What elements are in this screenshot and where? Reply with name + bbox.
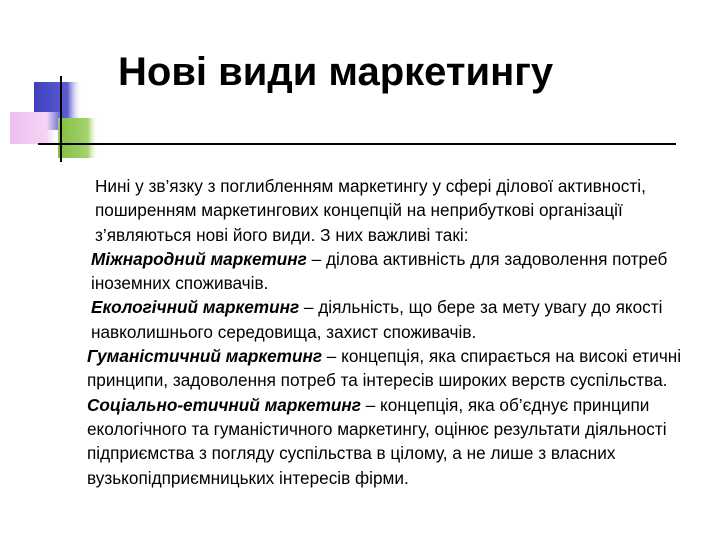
- item-international-marketing: [33, 247, 683, 296]
- item-humanistic-marketing: [33, 344, 683, 393]
- intro-paragraph: Нині у зв’язку з поглибленням маркетингу у сфері ділової активності, поширенням маркетингових концепцій на неприбуткові організації з’являються нові його види. З них важливі такі:: [95, 176, 646, 245]
- title-underline: [38, 143, 676, 145]
- term-definition: – ділова активність для задоволення потреб іноземних споживачів.: [91, 248, 668, 294]
- term-definition: – концепція, яка об’єднує принципи екологічного та гуманістичного маркетингу, оцінює результати діяльності підприємства з погляду суспільства в цілому, а не лише з власних вузькопідприємницьких інтересів фірми.: [87, 394, 667, 488]
- green-square: [58, 118, 98, 158]
- term-definition: – концепція, яка спирається на високі етичні принципи, задоволення потреб та інтересів широких верств суспільства.: [87, 346, 682, 391]
- term-definition: – діяльність, що бере за мету увагу до якості навколишнього середовища, захист споживачів.: [91, 297, 663, 342]
- page-title: Нові види маркетингу: [118, 50, 554, 94]
- pink-square: [10, 112, 62, 144]
- item-social-ethical-marketing: [33, 393, 683, 490]
- term-label: Соціально-етичний маркетинг: [87, 394, 361, 415]
- term-label: Екологічний маркетинг: [91, 297, 300, 318]
- term-label: Гуманістичний маркетинг: [87, 346, 323, 367]
- term-label: Міжнародний маркетинг: [91, 248, 307, 269]
- item-ecological-marketing: [33, 295, 683, 344]
- vertical-line: [60, 76, 62, 162]
- slide-body: [33, 174, 683, 490]
